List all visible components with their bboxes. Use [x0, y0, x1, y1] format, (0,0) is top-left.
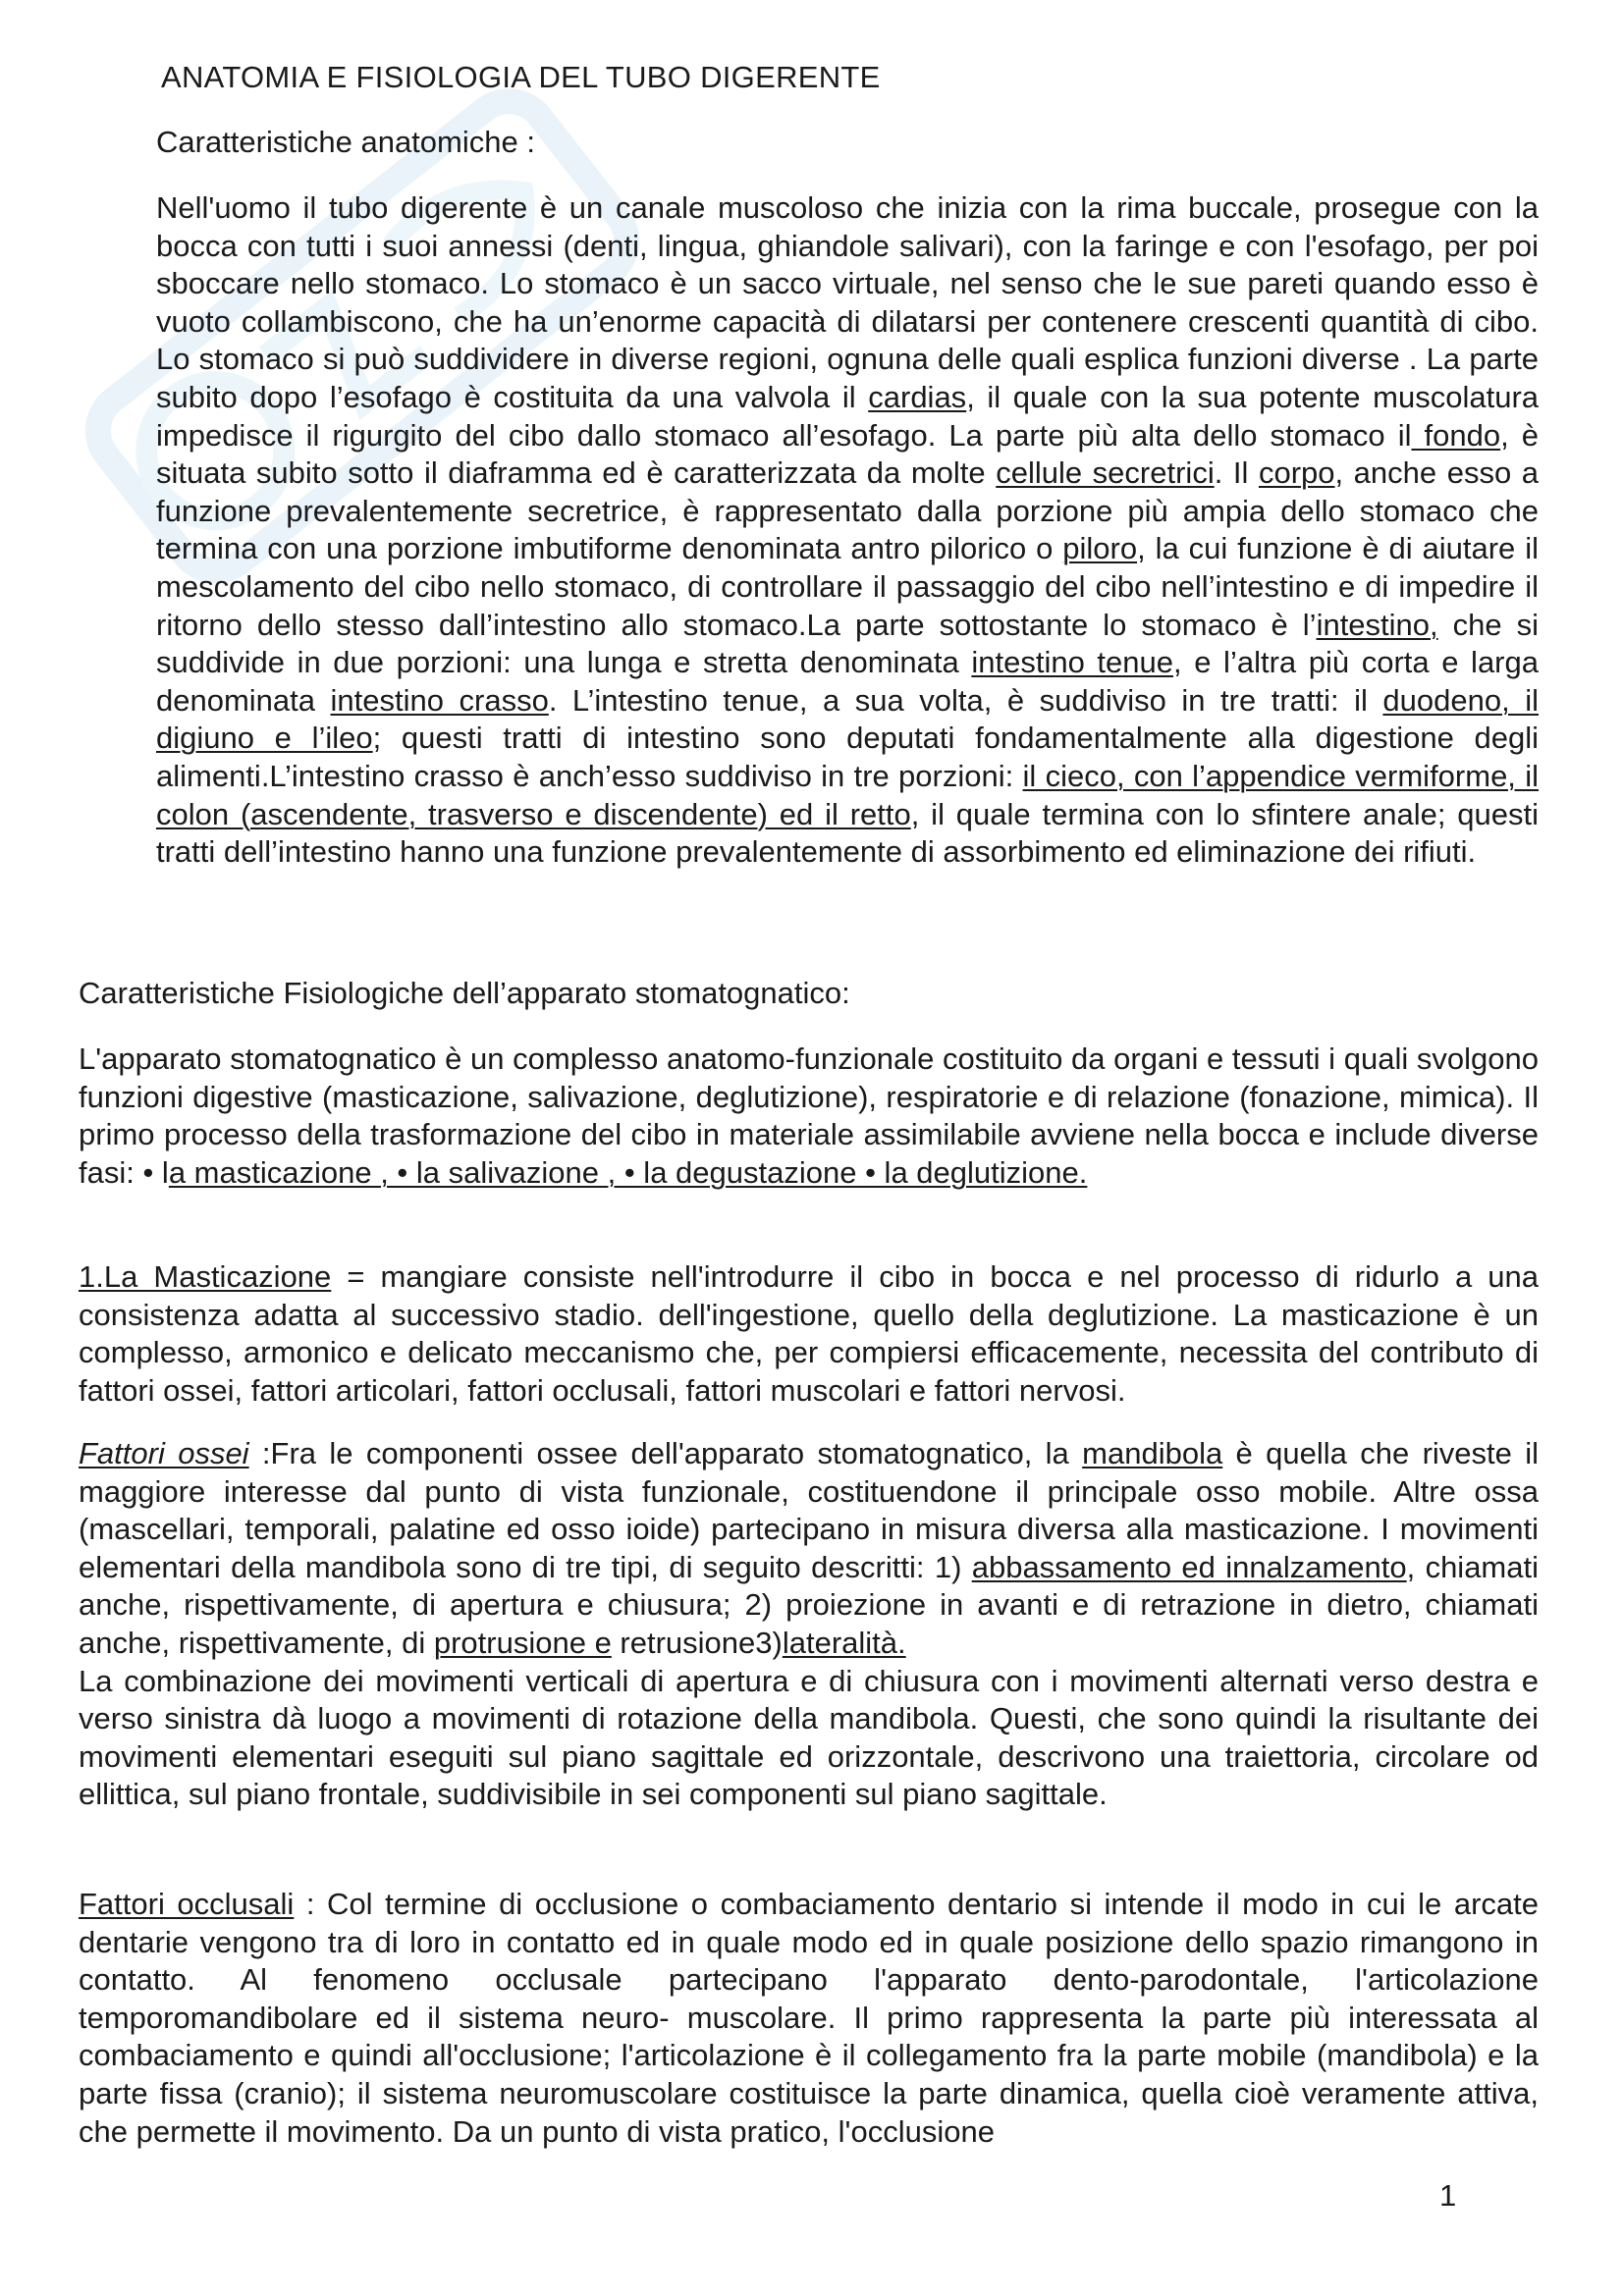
term-fattori-occlusali: Fattori occlusali	[79, 1887, 295, 1921]
section-heading-physiology: Caratteristiche Fisiologiche dell’apparato stomatognatico:	[79, 976, 850, 1010]
term-duodeno-digiuno-ileo: duodeno, il digiuno e l’ileo	[156, 682, 1540, 756]
term-abbassamento-innalzamento: abbassamento ed innalzamento	[971, 1549, 1407, 1584]
term-corpo: corpo	[1258, 455, 1335, 491]
term-cieco-colon-retto: il cieco, con l’appendice vermiforme, il colon (ascendente, trasverso e discendente) ed il retto	[156, 758, 1539, 831]
term-fondo: fondo	[1411, 417, 1501, 453]
page-number: 1	[1439, 2178, 1457, 2213]
term-protrusione: protrusione e	[433, 1625, 612, 1660]
paragraph-fattori-occlusali: Fattori occlusali : Col termine di occlusione o combaciamento dentario si intende il modo in cui le arcate dentarie vengono tra di loro in contatto ed in quale modo ed in quale posizione dello spazio rimangono in contatto. Al fenomeno occlusale partecipano l'apparato dento-parodontale, l'articolazione temporomandibolare ed il sistema neuro- muscolare. Il primo rappresenta la parte più interessata al combaciamento e quindi all'occlusione; l'articolazione è il collegamento fra la parte mobile (mandibola) e la parte fissa (cranio); il sistema neuromuscolare costituisce la parte dinamica, quella cioè veramente attiva, che permette il movimento. Da un punto di vista pratico, l'occlusione	[79, 1887, 1539, 2149]
term-masticazione: 1.La Masticazione	[79, 1259, 332, 1294]
paragraph-masticazione: 1.La Masticazione = mangiare consiste nell'introdurre il cibo in bocca e nel processo di ridurlo a una consistenza adatta al successivo stadio. dell'ingestione, quello della deglutizione. La masticazione è un complesso, armonico e delicato meccanismo che, per compiersi efficacemente, necessita del contributo di fattori ossei, fattori articolari, fattori occlusali, fattori muscolari e fattori nervosi.	[79, 1259, 1539, 1408]
term-cellule-secretrici: cellule secretrici	[996, 455, 1215, 491]
term-fattori-ossei: Fattori ossei	[79, 1436, 249, 1470]
term-cardias: cardias	[868, 379, 967, 414]
term-intestino-crasso: intestino crasso	[330, 682, 549, 718]
paragraph-anatomy: Nell'uomo il tubo digerente è un canale muscoloso che inizia con la rima buccale, prosegue con la bocca con tutti i suoi annessi (denti, lingua, ghiandole salivari), con la faringe e con l'esofago, per poi sboccare nello stomaco. Lo stomaco è un sacco virtuale, nel senso che le sue pareti quando esso è vuoto collambiscono, che ha un’enorme capacità di dilatarsi per contenere crescenti quantità di cibo. Lo stomaco si può suddividere in diverse regioni, ognuna delle quali esplica funzioni diverse . La parte subito dopo l’esofago è costituita da una valvola il cardias, il quale con la sua potente muscolatura impedisce il rigurgito del cibo dallo stomaco all’esofago. La parte più alta dello stomaco il fondo, è situata subito sotto il diaframma ed è caratterizzata da molte cellule secretrici. Il corpo, anche esso a funzione prevalentemente secretrice, è rappresentato dalla porzione più ampia dello stomaco che termina con una porzione imbutiforme denominata antro pilorico o piloro, la cui funzione è di aiutare il mescolamento del cibo nello stomaco, di controllare il passaggio del cibo nell’intestino e di impedire il ritorno dello stesso dall’intestino allo stomaco.La parte sottostante lo stomaco è l’intestino, che si suddivide in due porzioni: una lunga e stretta denominata intestino tenue, e l’altra più corta e larga denominata intestino crasso. L’intestino tenue, a sua volta, è suddiviso in tre tratti: il duodeno, il digiuno e l’ileo; questi tratti di intestino sono deputati fondamentalmente alla digestione degli alimenti.L’intestino crasso è anch’esso suddiviso in tre porzioni: il cieco, con l’appendice vermiforme, il colon (ascendente, trasverso e discendente) ed il retto, il quale termina con lo sfintere anale; questi tratti dell’intestino hanno una funzione prevalentemente di assorbimento ed eliminazione dei rifiuti.	[156, 190, 1540, 870]
paragraph-stomatognathic: L'apparato stomatognatico è un complesso anatomo-funzionale costituito da organi e tessuti i quali svolgono funzioni digestive (masticazione, salivazione, deglutizione), respiratorie e di relazione (fonazione, mimica). Il primo processo della trasformazione del cibo in materiale assimilabile avviene nella bocca e include diverse fasi: • la masticazione , • la salivazione , • la degustazione • la deglutizione.	[79, 1041, 1539, 1190]
term-intestino: intestino,	[1316, 607, 1438, 642]
document-title: ANATOMIA E FISIOLOGIA DEL TUBO DIGERENTE	[161, 60, 881, 94]
term-piloro: piloro	[1062, 531, 1138, 566]
term-intestino-tenue: intestino tenue	[971, 645, 1173, 680]
section-subtitle-anatomy: Caratteristiche anatomiche :	[156, 125, 535, 159]
term-mandibola: mandibola	[1082, 1436, 1223, 1470]
term-phases-list: a masticazione , • la salivazione , • la degustazione • la deglutizione.	[168, 1154, 1088, 1190]
term-lateralita: lateralità.	[782, 1625, 906, 1660]
paragraph-fattori-ossei: Fattori ossei :Fra le componenti ossee dell'apparato stomatognatico, la mandibola è quella che riveste il maggiore interesse dal punto di vista funzionale, costituendone il principale osso mobile. Altre ossa (mascellari, temporali, palatine ed osso ioide) partecipano in misura diversa alla masticazione. I movimenti elementari della mandibola sono di tre tipi, di seguito descritti: 1) abbassamento ed innalzamento, chiamati anche, rispettivamente, di apertura e chiusura; 2) proiezione in avanti e di retrazione in dietro, chiamati anche, rispettivamente, di protrusione e retrusione3)lateralità. La combinazione dei movimenti verticali di apertura e di chiusura con i movimenti alternati verso destra e verso sinistra dà luogo a movimenti di rotazione della mandibola. Questi, che sono quindi la risultante dei movimenti elementari eseguiti sul piano sagittale ed orizzontale, descrivono una traiettoria, circolare od ellittica, sul piano frontale, suddivisibile in sei componenti sul piano sagittale.	[79, 1436, 1539, 1812]
